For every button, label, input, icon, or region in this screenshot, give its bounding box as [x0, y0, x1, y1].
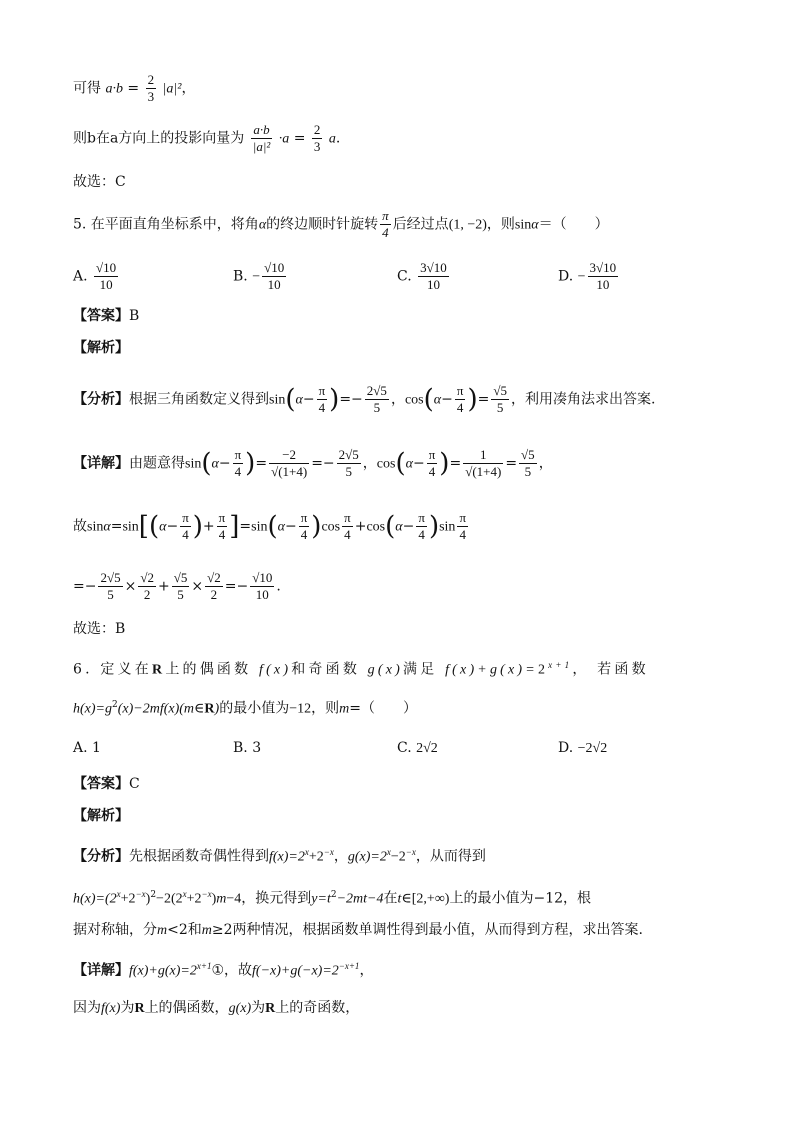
analysis-tag: 【分析】 — [73, 848, 129, 865]
pi4: $\frac{\pi}{4}$ — [428, 447, 436, 479]
line-result-dot-product: 可得 a·b = $\frac{2}{3}$ |a|²， — [73, 72, 196, 104]
alpha: α — [405, 456, 413, 472]
pi4: $\frac{\pi}{4}$ — [344, 510, 351, 542]
p: −2 — [390, 849, 406, 865]
text-kede: 可得 — [73, 80, 101, 97]
paren: ( — [148, 511, 160, 542]
alpha: α — [395, 519, 403, 535]
R: R — [204, 701, 215, 717]
bracket: [ — [138, 511, 149, 542]
paren: ) — [467, 384, 478, 415]
e: x — [182, 889, 187, 899]
frac: $\frac{√5}{5}$ — [521, 447, 535, 479]
m: m — [201, 923, 212, 938]
sin: sin — [269, 392, 286, 408]
analysis-6a: 【分析】先根据函数奇偶性得到$f(x)=2^x+2^{-x}$，$g(x)=2^x-2^{-x}$，从而得到 — [73, 847, 486, 865]
fx: f(x) — [101, 1001, 121, 1016]
option-6b: B. 3 — [233, 740, 262, 756]
e: −x — [323, 847, 334, 857]
frac: $\frac{-2}{√(1+4)}$ — [271, 447, 308, 479]
p: −2(2 — [156, 891, 183, 907]
fraction-projection: $\frac{a\cdot b}{\text{|a|²}}$ — [252, 122, 271, 154]
choice-line-c: 故选：C — [73, 174, 126, 190]
frac: $\frac{2√5}{5}$ — [366, 383, 387, 415]
fraction-2-3: $\frac{2}{3}$ — [147, 72, 155, 104]
pi4: $\frac{\pi}{4}$ — [318, 383, 326, 415]
dot-product-expr: a·b — [105, 81, 123, 97]
frac: $\frac{√2}{2}$ — [140, 570, 154, 602]
m: m — [216, 891, 227, 907]
m: m — [339, 701, 350, 717]
text-projection: 则b在a方向上的投影向量为 — [73, 130, 245, 147]
frac: $\frac{2√5}{5}$ — [100, 570, 121, 602]
paren: ( — [201, 448, 212, 479]
e: x+1 — [196, 961, 212, 971]
gx: g(x) — [367, 662, 404, 678]
hx: h(x)=(2 — [73, 891, 117, 907]
p: +2 — [308, 849, 324, 865]
e: x — [304, 847, 309, 857]
exp: x+1 — [548, 660, 573, 670]
alpha: α — [295, 392, 303, 408]
question-5: 5. 在平面直角坐标系中，将角α的终边顺时针旋转 $\frac{\pi}{4}$ 后经过点(1, −2)，则sinα＝（ ） — [73, 208, 609, 240]
detail-5c: =− $\frac{2√5}{5}$ × $\frac{√2}{2}$ + $\frac{√5}{5}$ × $\frac{√2}{2}$ =− $\frac{√10}{10}$ . — [73, 570, 281, 602]
analysis-6b: $h(x)=(2^x+2^{-x})^2-2(2^x+2^{-x})m-4$，换元得到$y=t^2-2mt-4$在t∈[2,+∞)上的最小值为−12，根 — [73, 889, 592, 907]
cos: cos — [366, 519, 386, 535]
R: R — [152, 662, 166, 678]
question-6a: 6. 定义在R上的偶函数 f(x)和奇函数 g(x)满足 $f(x)+g(x)=2^{x+1}$， 若函数 — [73, 660, 649, 678]
sin: sin — [87, 519, 104, 535]
frac: $\frac{1}{√(1+4)}$ — [465, 447, 502, 479]
paren: ( — [285, 384, 296, 415]
answer-tag: 【答案】 — [73, 776, 129, 792]
e: 2 — [330, 890, 337, 900]
m: m — [157, 923, 168, 938]
e: 2 — [150, 890, 157, 900]
rest: (x)−2mf(x)(m∈ — [117, 701, 205, 717]
frac: $\frac{√2}{2}$ — [207, 570, 221, 602]
paren: ) — [329, 384, 340, 415]
option-c: C. $\frac{3√10}{10}$ — [397, 260, 447, 292]
paren: ) — [245, 448, 256, 479]
option-6a: A. 1 — [73, 740, 101, 756]
line-projection: 则b在a方向上的投影向量为 $\frac{a\cdot b}{\text{|a|²}}$ ·a = $\frac{2}{3}$ a. — [73, 122, 341, 154]
frac: $\frac{√5}{5}$ — [493, 383, 507, 415]
e: x — [386, 847, 391, 857]
sin: sin — [439, 519, 456, 535]
R: R — [134, 1001, 145, 1016]
interval: [2,+∞) — [411, 891, 450, 907]
answer-value: C — [129, 776, 140, 792]
opt-b-frac: $\frac{√10}{10}$ — [264, 260, 285, 292]
sin: sin — [122, 519, 139, 535]
R: R — [265, 1001, 276, 1016]
sq: 2 — [112, 700, 118, 710]
paren: ) — [192, 511, 203, 542]
e: −x — [135, 889, 146, 899]
analysis-5: 【分析】根据三角函数定义得到sin(α− $\frac{\pi}{4}$ )=− $\frac{2√5}{5}$ ，cos(α− $\frac{\pi}{4}$ )= $\frac{√5}{5}$ ，利用凑角法求出答案. — [73, 383, 656, 415]
paren: ( — [385, 511, 396, 542]
question-6b: $h(x)=g^2(x)-2mf(x)(m\in R)$的最小值为−12，则m=（ ） — [73, 700, 417, 717]
answer-5 — [73, 306, 139, 326]
minus: − — [252, 269, 261, 285]
sum: f(x)+g(x)=2 — [129, 963, 197, 979]
e: x — [116, 889, 121, 899]
alpha: α — [433, 392, 442, 408]
paren: ( — [395, 448, 406, 479]
pi4: $\frac{\pi}{4}$ — [456, 383, 464, 415]
p: −4 — [226, 891, 242, 907]
paren: ) — [439, 448, 450, 479]
pi4: $\frac{\pi}{4}$ — [300, 510, 308, 542]
sum: f(x)+g(x)= — [445, 662, 538, 678]
p: ) — [145, 891, 151, 907]
sin: sin — [251, 519, 268, 535]
e: −x — [405, 847, 416, 857]
vector-a-end: a — [328, 131, 336, 147]
paren: ( — [423, 384, 434, 415]
frac: $\frac{2√5}{5}$ — [338, 447, 359, 479]
alpha: α — [211, 456, 219, 472]
detail-5b: 故sinα=sin[(α− $\frac{\pi}{4}$ )+ $\frac{\pi}{4}$ ]=sin(α− $\frac{\pi}{4}$ )cos $\frac{\pi}{4}$ +cos(α− $\frac{\pi}{4}$ )sin $\frac{\pi}{4}$ — [73, 510, 467, 542]
answer-tag: 【答案】 — [73, 308, 129, 324]
option-d: D. − $\frac{3√10}{10}$ — [558, 260, 617, 292]
fraction-2-3b: $\frac{2}{3}$ — [313, 122, 321, 154]
alpha: α — [277, 519, 285, 535]
option-6c: C. 2√2 — [397, 740, 438, 756]
detail-tag: 【详解】 — [73, 455, 129, 472]
y: y=t — [311, 891, 331, 907]
fx: f(x) — [258, 662, 292, 678]
neg12: −12 — [289, 701, 312, 717]
opt-d-frac: $\frac{3√10}{10}$ — [589, 260, 617, 292]
alpha: α — [258, 217, 267, 233]
val: 2√2 — [416, 741, 438, 756]
val: −2√2 — [577, 741, 608, 756]
answer-6 — [73, 774, 140, 794]
paren: ( — [267, 511, 278, 542]
frac: $\frac{√5}{5}$ — [173, 570, 188, 602]
alpha: α — [159, 519, 167, 535]
pi4: $\frac{\pi}{4}$ — [182, 510, 189, 542]
norm-a-squared: |a|² — [162, 81, 182, 97]
jiexi-5: 【解析】 — [73, 340, 129, 356]
detail-6: 【详解】$f(x)+g(x)=2^{x+1}①$，故$f(-x)+g(-x)=2^{-x+1}$， — [73, 961, 374, 979]
vector-a: ·a — [278, 131, 290, 147]
sin: sin — [185, 456, 202, 472]
analysis-6c: 据对称轴，分m<2和m≥2两种情况，根据函数单调性得到最小值，从而得到方程，求出答案. — [73, 922, 643, 938]
answer-value: B — [129, 308, 140, 324]
p: +2 — [120, 891, 136, 907]
minus-d: − — [577, 269, 586, 285]
analysis-tag: 【分析】 — [73, 391, 129, 408]
jiexi-6: 【解析】 — [73, 808, 129, 824]
e: −x — [201, 889, 212, 899]
bracket: ] — [229, 511, 240, 542]
p: −2mt−4 — [336, 891, 384, 907]
pi4: $\frac{\pi}{4}$ — [418, 510, 425, 542]
cos: cos — [404, 392, 424, 408]
point: (1, −2) — [448, 217, 487, 233]
gx: g(x) — [228, 1001, 252, 1016]
close: ) — [214, 701, 220, 717]
cos: cos — [321, 519, 341, 535]
sum2: f(−x)+g(−x)=2 — [252, 963, 339, 979]
hx: h(x)=g — [73, 701, 112, 717]
fraction-pi-4: $\frac{\pi}{4}$ — [382, 208, 389, 240]
e: −x+1 — [338, 961, 360, 971]
sin-alpha: sin — [514, 217, 532, 233]
detail-tag: 【详解】 — [73, 962, 129, 979]
fx: f(x)=2 — [269, 849, 305, 865]
opt-c-frac: $\frac{3√10}{10}$ — [420, 260, 447, 292]
option-a: A. $\frac{√10}{10}$ — [73, 260, 117, 292]
paren: ) — [311, 511, 322, 542]
option-b: B. − $\frac{√10}{10}$ — [233, 260, 285, 292]
p: +2 — [186, 891, 202, 907]
p: ) — [211, 891, 217, 907]
alpha: α — [103, 519, 111, 535]
option-6d: D. −2√2 — [558, 740, 608, 756]
cos: cos — [376, 456, 396, 472]
pi4: $\frac{\pi}{4}$ — [459, 510, 467, 542]
choice-line-b: 故选：B — [73, 621, 126, 637]
pi4: $\frac{\pi}{4}$ — [218, 510, 226, 542]
frac: $\frac{√10}{10}$ — [252, 570, 273, 602]
alpha2: α — [531, 217, 539, 233]
t: t — [397, 891, 402, 907]
paren: ) — [428, 511, 440, 542]
pi4: $\frac{\pi}{4}$ — [234, 447, 242, 479]
opt-a-frac: $\frac{√10}{10}$ — [96, 260, 117, 292]
detail-5: 【详解】由题意得sin(α− $\frac{\pi}{4}$ )= $\frac{-2}{√(1+4)}$ =− $\frac{2√5}{5}$ ，cos(α− $\frac{\pi}{4}$ )= $\frac{1}{√(1+4)}$ = $\frac{√5}{5}$ ， — [73, 447, 553, 479]
two: 2 — [537, 662, 549, 678]
last-line: 因为f(x)为R上的偶函数，g(x)为R上的奇函数， — [73, 1000, 360, 1016]
gx: g(x)=2 — [347, 849, 387, 865]
